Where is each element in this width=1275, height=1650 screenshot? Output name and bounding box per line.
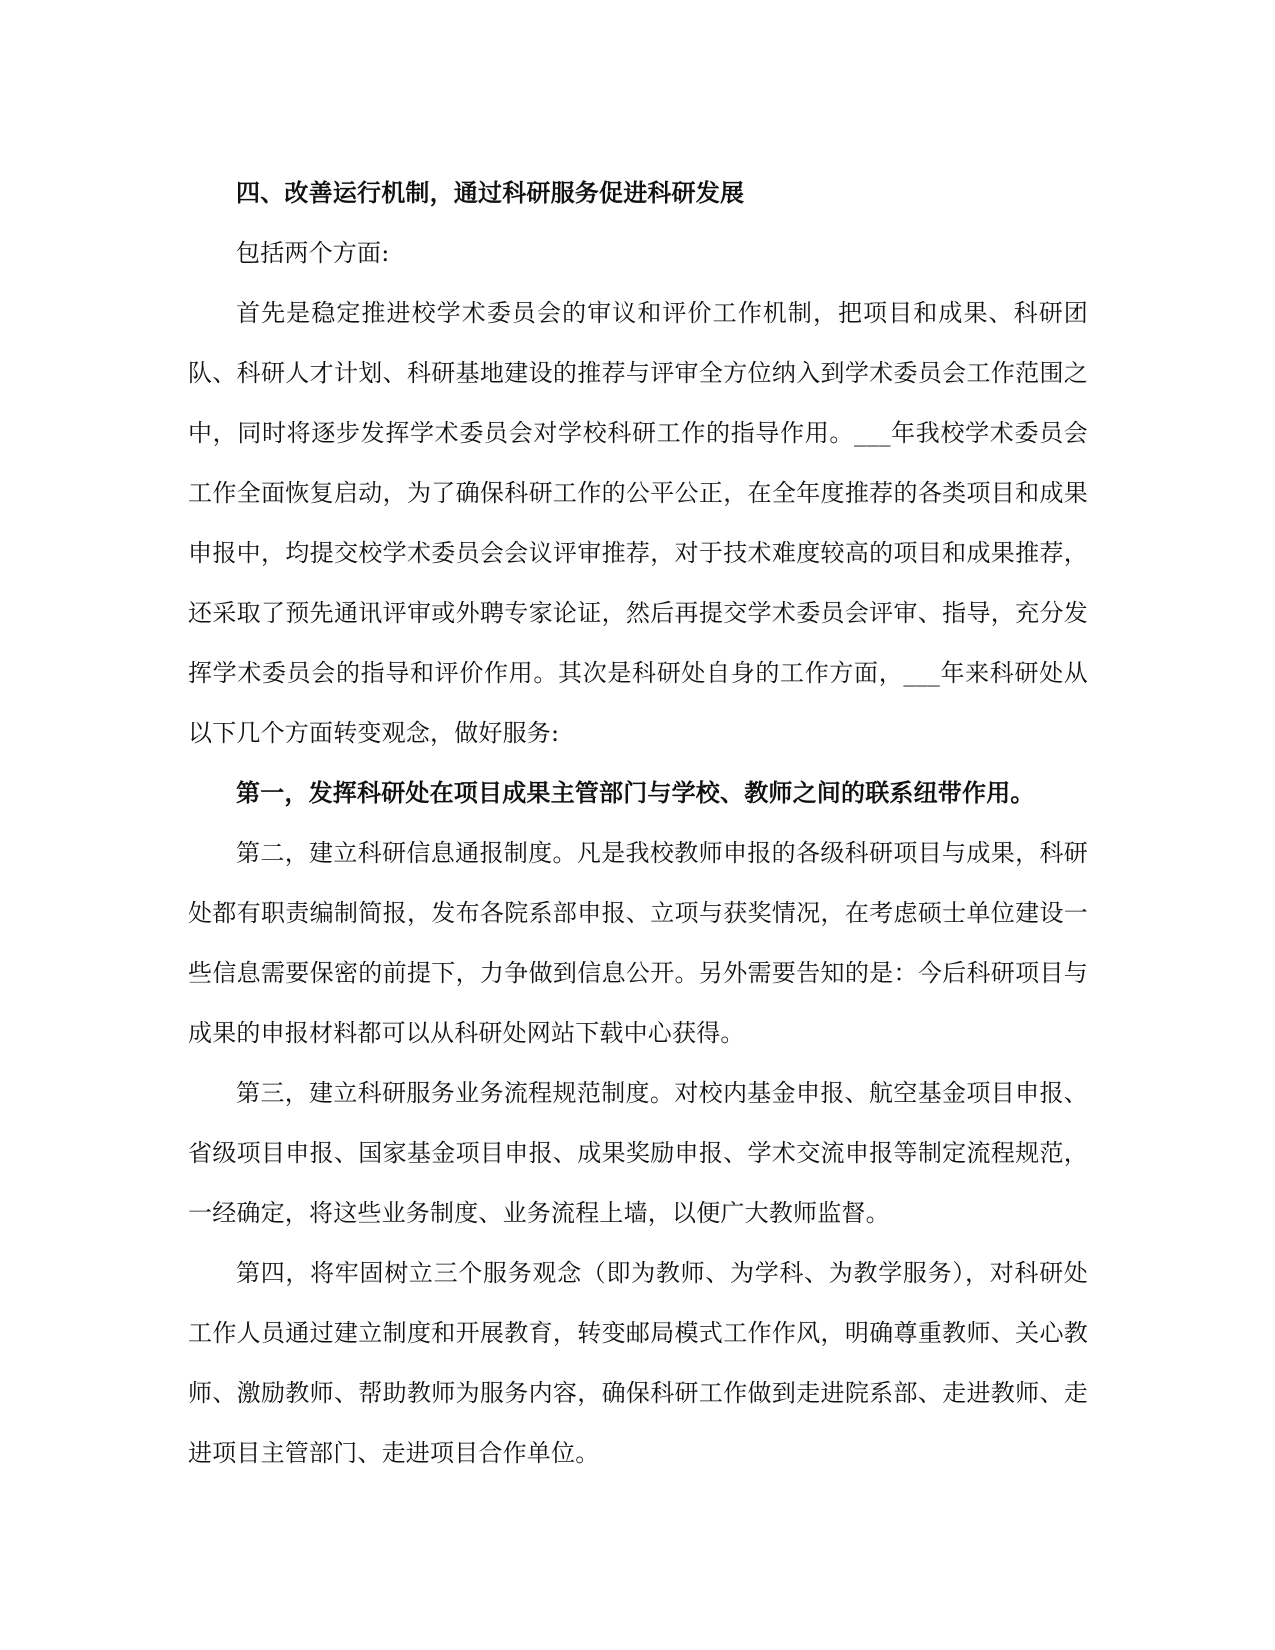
intro-paragraph: 包括两个方面: — [236, 239, 390, 267]
point-3-paragraph: 第三，建立科研服务业务流程规范制度。对校内基金申报、航空基金项目申报、省级项目申报、国家基金项目申报、成果奖励申报、学术交流申报等制定流程规范，一经确定，将这些业务制度、业务流程上墙，以便广大教师监督。 — [188, 1079, 1088, 1227]
document-body — [188, 163, 1088, 1483]
point-4-paragraph: 第四，将牢固树立三个服务观念（即为教师、为学科、为教学服务），对科研处工作人员通过建立制度和开展教育，转变邮局模式工作作风，明确尊重教师、关心教师、激励教师、帮助教师为服务内容，确保科研工作做到走进院系部、走进教师、走进项目主管部门、走进项目合作单位。 — [188, 1259, 1088, 1467]
point-2-paragraph: 第二，建立科研信息通报制度。凡是我校教师申报的各级科研项目与成果，科研处都有职责编制简报，发布各院系部申报、立项与获奖情况，在考虑硕士单位建设一些信息需要保密的前提下，力争做到信息公开。另外需要告知的是：今后科研项目与成果的申报材料都可以从科研处网站下载中心获得。 — [188, 839, 1088, 1047]
section-heading: 四、改善运行机制，通过科研服务促进科研发展 — [236, 178, 745, 207]
point-1-paragraph: 第一，发挥科研处在项目成果主管部门与学校、教师之间的联系纽带作用。 — [236, 778, 1035, 807]
body-paragraph-1: 首先是稳定推进校学术委员会的审议和评价工作机制，把项目和成果、科研团队、科研人才计划、科研基地建设的推荐与评审全方位纳入到学术委员会工作范围之中，同时将逐步发挥学术委员会对学校科研工作的指导作用。___年我校学术委员会工作全面恢复启动，为了确保科研工作的公平公正，在全年度推荐的各类项目和成果申报中，均提交校学术委员会会议评审推荐，对于技术难度较高的项目和成果推荐，还采取了预先通讯评审或外聘专家论证，然后再提交学术委员会评审、指导，充分发挥学术委员会的指导和评价作用。其次是科研处自身的工作方面，___年来科研处从以下几个方面转变观念，做好服务: — [188, 299, 1088, 747]
